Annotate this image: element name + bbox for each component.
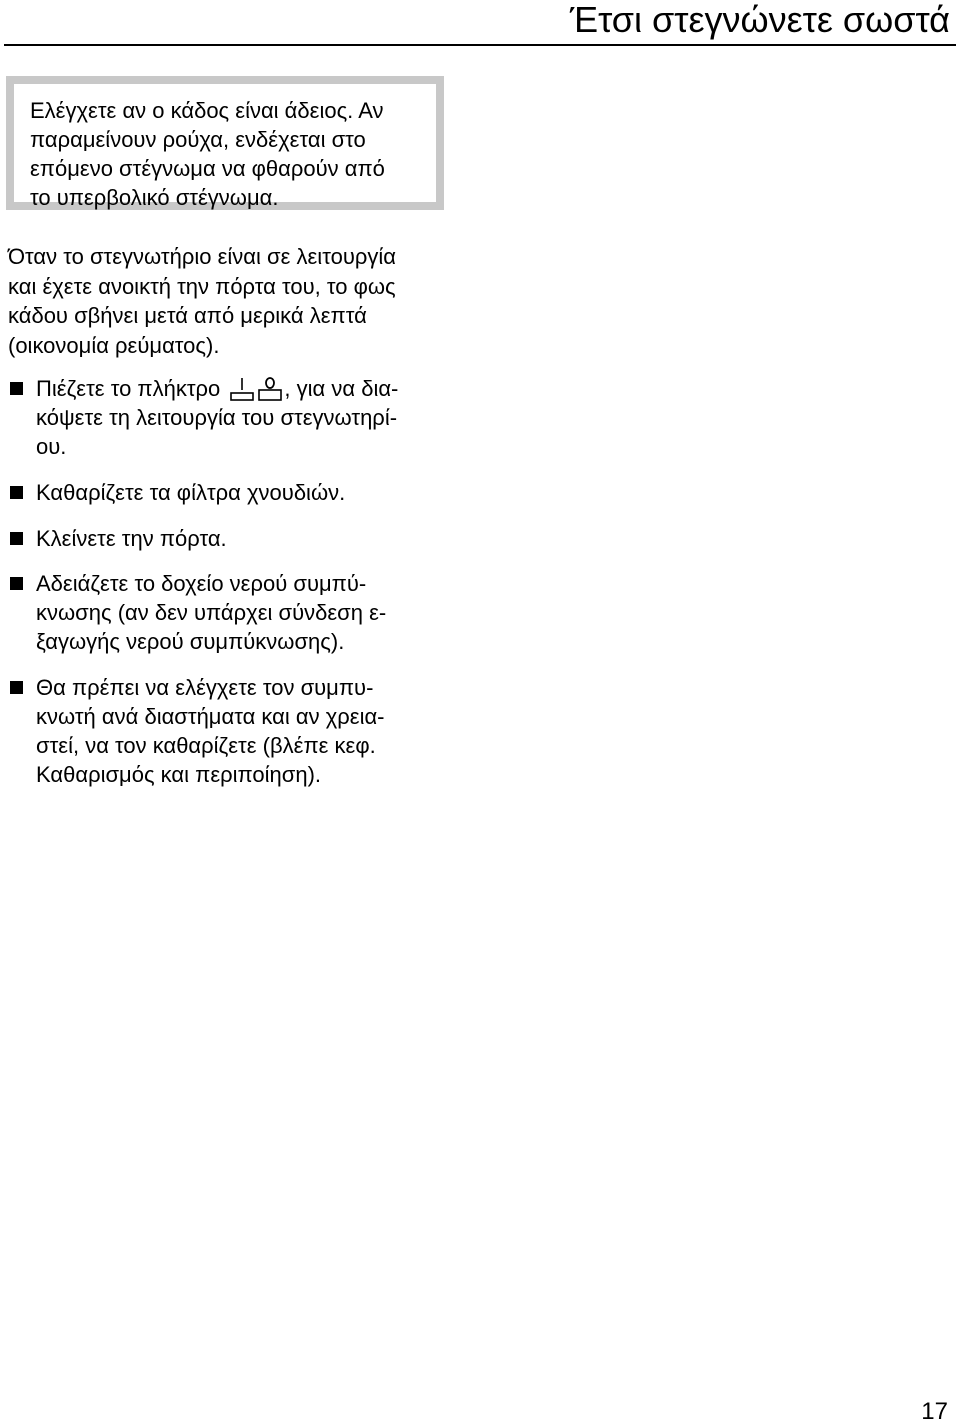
- step-item: [10, 374, 398, 461]
- intro-line: κάδου σβήνει μετά από μερικά λεπτά: [8, 303, 367, 328]
- step-line: στεί, να τον καθαρίζετε (βλέπε κεφ.: [36, 733, 376, 758]
- bullet-square-icon: [10, 382, 23, 395]
- step-item: [10, 524, 227, 553]
- header-rule: [4, 44, 956, 46]
- step-text: Πιέζετε το πλήκτρο: [36, 376, 221, 401]
- step-item: [10, 569, 386, 656]
- bullet-square-icon: [10, 486, 23, 499]
- bullet-square-icon: [10, 681, 23, 694]
- note-line: επόμενο στέγνωμα να φθαρούν από: [30, 156, 385, 181]
- bullet-square-icon: [10, 577, 23, 590]
- intro-line: και έχετε ανοικτή την πόρτα του, το φως: [8, 273, 396, 299]
- page-title: Έτσι στεγνώνετε σωστά: [569, 0, 950, 40]
- step-line: Κλείνετε την πόρτα.: [36, 526, 227, 551]
- note-line: Ελέγχετε αν ο κάδος είναι άδειος. Αν: [30, 98, 384, 123]
- on-off-key-icon: [228, 376, 282, 402]
- step-line: κόψετε τη λειτουργία του στεγνωτηρί-: [36, 405, 398, 430]
- step-line: ου.: [36, 434, 67, 459]
- step-item: [10, 673, 385, 789]
- step-text: , για να δια-: [284, 376, 399, 401]
- step-line: κνωσης (αν δεν υπάρχει σύνδεση ε-: [36, 600, 387, 625]
- page-number: 17: [921, 1398, 948, 1425]
- step-line: [36, 374, 398, 403]
- step-line: κνωτή ανά διαστήματα και αν χρεια-: [36, 704, 385, 729]
- step-line: Αδειάζετε το δοχείο νερού συμπύ-: [36, 571, 367, 596]
- step-line: Θα πρέπει να ελέγχετε τον συμπυ-: [36, 675, 374, 700]
- note-line: το υπερβολικό στέγνωμα.: [30, 185, 279, 210]
- intro-line: Όταν το στεγνωτήριο είναι σε λειτουργία: [8, 244, 396, 269]
- note-line: παραμείνουν ρούχα, ενδέχεται στο: [30, 127, 366, 152]
- warning-note-box: [6, 76, 444, 210]
- step-line: ξαγωγής νερού συμπύκνωσης).: [36, 629, 345, 654]
- intro-paragraph: [8, 242, 396, 360]
- bullet-square-icon: [10, 532, 23, 545]
- step-line: Καθαρίζετε τα φίλτρα χνουδιών.: [36, 480, 346, 505]
- step-item: [10, 478, 345, 507]
- step-line: Καθαρισμός και περιποίηση).: [36, 762, 322, 787]
- intro-line: (οικονομία ρεύματος).: [8, 332, 220, 358]
